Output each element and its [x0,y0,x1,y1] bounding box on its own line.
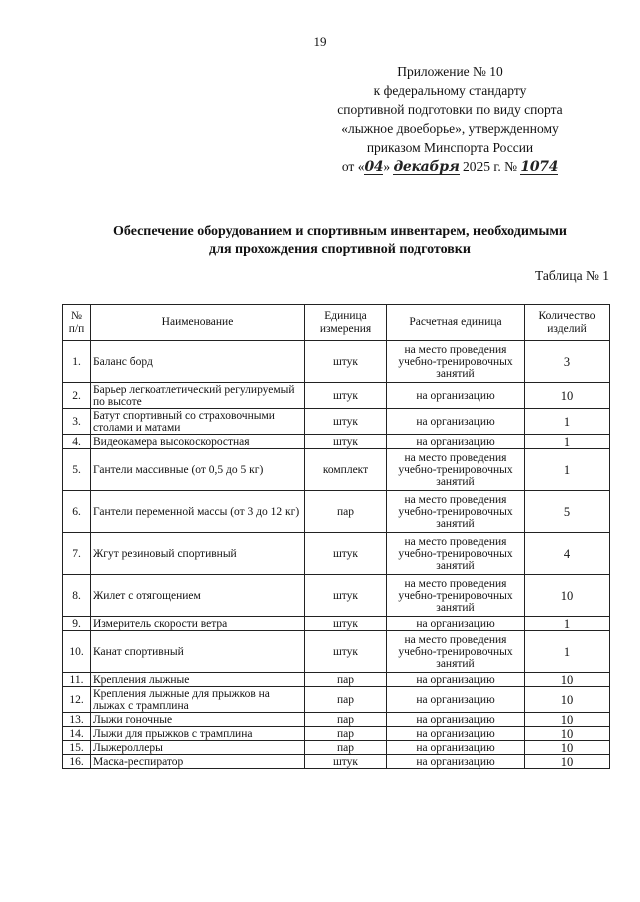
table-row [63,435,610,449]
row-name: Жгут резиновый спортивный [91,533,305,575]
table-row [63,687,610,713]
header-name: Наименование [91,305,305,341]
row-num: 14. [63,727,91,741]
table-row [63,755,610,769]
row-qty: 10 [525,673,610,687]
row-calc: на организацию [387,755,525,769]
row-name: Барьер легкоатлетический регулируемый по высоте [91,383,305,409]
table-row [63,341,610,383]
row-calc: на организацию [387,383,525,409]
row-calc: на место проведения учебно-тренировочных занятий [387,631,525,673]
row-unit: комплект [305,449,387,491]
date-suffix: 2025 г. № [462,159,518,174]
row-num: 10. [63,631,91,673]
table-row [63,575,610,617]
row-name: Батут спортивный со страховочными столами и матами [91,409,305,435]
row-calc: на организацию [387,727,525,741]
table-row [63,713,610,727]
row-num: 12. [63,687,91,713]
row-calc: на организацию [387,741,525,755]
row-unit: пар [305,491,387,533]
row-num: 7. [63,533,91,575]
row-qty: 5 [525,491,610,533]
row-unit: пар [305,687,387,713]
row-unit: штук [305,341,387,383]
row-num: 9. [63,617,91,631]
equipment-table [62,304,610,769]
row-name: Маска-респиратор [91,755,305,769]
row-num: 5. [63,449,91,491]
appendix-line: к федеральному стандарту [373,83,527,98]
row-qty: 4 [525,533,610,575]
date-mid: » [383,159,391,174]
page-number: 19 [313,34,327,49]
appendix-line: приказом Минспорта России [366,140,534,155]
table-row [63,631,610,673]
row-calc: на организацию [387,673,525,687]
row-num: 11. [63,673,91,687]
appendix-dateline [300,157,600,176]
row-name: Видеокамера высокоскоростная [91,435,305,449]
row-unit: штук [305,755,387,769]
table-row [63,449,610,491]
row-qty: 10 [525,755,610,769]
date-day-handwritten: 04 [364,159,384,175]
document-title-line: для прохождения спортивной подготовки [209,242,471,257]
row-name: Измеритель скорости ветра [91,617,305,631]
row-calc: на организацию [387,713,525,727]
date-month-handwritten: декабря [393,159,460,175]
table-row [63,727,610,741]
date-prefix: от « [341,159,365,174]
row-unit: пар [305,673,387,687]
row-name: Крепления лыжные для прыжков на лыжах с трамплина [91,687,305,713]
table-row [63,617,610,631]
row-qty: 10 [525,741,610,755]
order-number-handwritten: 1074 [520,159,559,175]
table-header-row [63,305,610,341]
row-name: Жилет с отягощением [91,575,305,617]
row-name: Лыжероллеры [91,741,305,755]
row-unit: штук [305,533,387,575]
table-row [63,383,610,409]
appendix-line: Приложение № 10 [397,64,503,79]
row-qty: 1 [525,617,610,631]
row-qty: 1 [525,409,610,435]
row-num: 1. [63,341,91,383]
document-title [60,223,620,259]
row-calc: на место проведения учебно-тренировочных занятий [387,491,525,533]
row-num: 4. [63,435,91,449]
table-row [63,673,610,687]
row-calc: на организацию [387,435,525,449]
row-name: Лыжи для прыжков с трамплина [91,727,305,741]
row-num: 6. [63,491,91,533]
row-name: Крепления лыжные [91,673,305,687]
header-qty: Количество изделий [525,305,610,341]
row-name: Баланс борд [91,341,305,383]
row-num: 13. [63,713,91,727]
row-num: 2. [63,383,91,409]
row-unit: штук [305,409,387,435]
row-calc: на организацию [387,617,525,631]
row-qty: 10 [525,727,610,741]
row-num: 8. [63,575,91,617]
table-row [63,533,610,575]
row-unit: пар [305,713,387,727]
row-unit: штук [305,575,387,617]
row-calc: на организацию [387,409,525,435]
appendix-line: спортивной подготовки по виду спорта [337,102,563,117]
row-qty: 3 [525,341,610,383]
row-calc: на организацию [387,687,525,713]
row-unit: штук [305,435,387,449]
row-unit: пар [305,741,387,755]
row-qty: 1 [525,631,610,673]
row-calc: на место проведения учебно-тренировочных занятий [387,341,525,383]
document-title-line: Обеспечение оборудованием и спортивным инвентарем, необходимыми [113,224,567,239]
row-calc: на место проведения учебно-тренировочных занятий [387,533,525,575]
header-num: № п/п [63,305,91,341]
row-unit: штук [305,383,387,409]
row-unit: пар [305,727,387,741]
row-qty: 10 [525,687,610,713]
header-calc: Расчетная единица [387,305,525,341]
row-num: 16. [63,755,91,769]
table-row [63,491,610,533]
appendix-line: «лыжное двоеборье», утвержденному [341,121,559,136]
row-name: Гантели массивные (от 0,5 до 5 кг) [91,449,305,491]
row-name: Лыжи гоночные [91,713,305,727]
row-qty: 1 [525,449,610,491]
row-num: 3. [63,409,91,435]
header-unit: Единица измерения [305,305,387,341]
row-name: Гантели переменной массы (от 3 до 12 кг) [91,491,305,533]
row-qty: 10 [525,383,610,409]
row-qty: 10 [525,575,610,617]
row-unit: штук [305,617,387,631]
appendix-header [300,62,600,176]
row-name: Канат спортивный [91,631,305,673]
table-row [63,741,610,755]
row-qty: 1 [525,435,610,449]
row-num: 15. [63,741,91,755]
row-qty: 10 [525,713,610,727]
table-label: Таблица № 1 [535,268,609,283]
table-row [63,409,610,435]
row-unit: штук [305,631,387,673]
row-calc: на место проведения учебно-тренировочных занятий [387,575,525,617]
row-calc: на место проведения учебно-тренировочных занятий [387,449,525,491]
